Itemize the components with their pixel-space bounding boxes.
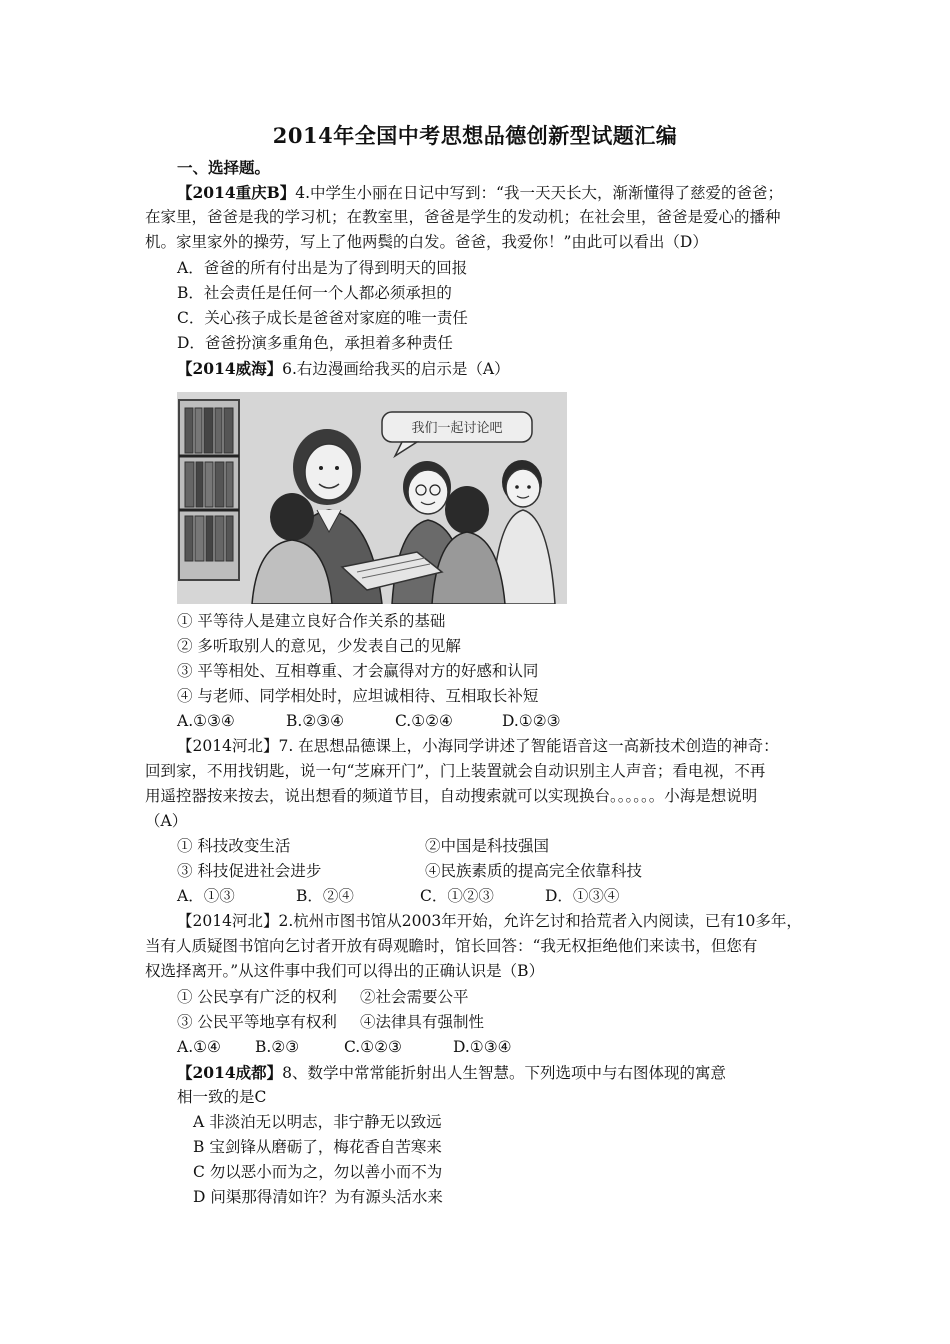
q3-item-2: ②中国是科技强国 — [425, 837, 550, 855]
q3-choice-d: D．①③④ — [545, 887, 620, 905]
q2-choice-d: D.①②③ — [502, 712, 561, 730]
q2-tag: 【2014威海】 — [177, 359, 283, 378]
cartoon-image — [177, 392, 567, 604]
q3-item-4: ④民族素质的提高完全依靠科技 — [425, 862, 643, 880]
q2-stem: 【2014威海】6.右边漫画给我买的启示是（A） — [177, 359, 510, 378]
q1-line-3: 机。家里家外的操劳，写上了他两鬓的白发。爸爸，我爱你！”由此可以看出（D） — [145, 233, 708, 251]
q5-line-1: 【2014成都】8、数学中常常能折射出人生智慧。下列选项中与右图体现的寓意 — [177, 1063, 727, 1082]
q1-option-d: D．爸爸扮演多重角色，承担着多种责任 — [177, 334, 453, 352]
document-title: 2014年全国中考思想品德创新型试题汇编 — [272, 123, 678, 148]
q5-tag: 【2014成都】 — [177, 1063, 283, 1082]
q3-tag: 【2014河北】 — [177, 737, 279, 755]
q2-item-3: ③ 平等相处、互相尊重、才会赢得对方的好感和认同 — [177, 662, 539, 680]
q3-line-3: 用遥控器按来按去，说出想看的频道节目，自动搜索就可以实现换台。。。。。。小海是想说明 — [145, 787, 758, 805]
q4-item-1: ① 公民享有广泛的权利 — [177, 988, 337, 1006]
q4-choice-c: C.①②③ — [344, 1038, 402, 1056]
q1-line-2: 在家里，爸爸是我的学习机；在教室里，爸爸是学生的发动机；在社会里，爸爸是爱心的播种 — [145, 208, 781, 226]
q2-item-4: ④ 与老师、同学相处时，应坦诚相待、互相取长补短 — [177, 687, 539, 705]
q2-choice-c: C.①②④ — [395, 712, 453, 730]
cartoon-bubble-text: 我们一起讨论吧 — [411, 421, 503, 436]
q1-line-1: 【2014重庆B】4.中学生小丽在日记中写到：“我一天天长大，渐渐懂得了慈爱的爸爸； — [177, 183, 783, 202]
q3-line-4: （A） — [145, 812, 188, 830]
q4-line-2: 当有人质疑图书馆向乞讨者开放有碍观瞻时，馆长回答：“我无权拒绝他们来读书，但您有 — [145, 937, 758, 955]
q1-option-b: B．社会责任是任何一个人都必须承担的 — [177, 284, 452, 302]
q5-option-a: A 非淡泊无以明志，非宁静无以致远 — [193, 1113, 442, 1131]
q4-item-3: ③ 公民平等地享有权利 — [177, 1013, 337, 1031]
q5-option-d: D 问渠那得清如许？为有源头活水来 — [193, 1188, 443, 1206]
q3-item-3: ③ 科技促进社会进步 — [177, 862, 322, 880]
q3-choice-a: A．①③ — [177, 887, 235, 905]
q1-tag: 【2014重庆B】 — [177, 183, 296, 202]
q4-choice-d: D.①③④ — [453, 1038, 512, 1056]
q4-choice-b: B.②③ — [255, 1038, 300, 1056]
q2-item-1: ① 平等待人是建立良好合作关系的基础 — [177, 612, 446, 630]
q3-item-1: ① 科技改变生活 — [177, 837, 291, 855]
q3-line-2: 回到家，不用找钥匙，说一句“芝麻开门”，门上装置就会自动识别主人声音；看电视，不再 — [145, 762, 766, 780]
q3-choice-c: C．①②③ — [420, 887, 494, 905]
q1-option-c: C．关心孩子成长是爸爸对家庭的唯一责任 — [177, 309, 468, 327]
q2-choice-b: B.②③④ — [286, 712, 345, 730]
q4-item-4: ④法律具有强制性 — [360, 1013, 485, 1031]
q2-item-2: ② 多听取别人的意见，少发表自己的见解 — [177, 637, 461, 655]
q1-option-a: A．爸爸的所有付出是为了得到明天的回报 — [177, 259, 468, 277]
q5-option-c: C 勿以恶小而为之，勿以善小而不为 — [193, 1163, 443, 1181]
q5-option-b: B 宝剑锋从磨砺了，梅花香自苦寒来 — [193, 1138, 442, 1156]
q5-line-2: 相一致的是C — [177, 1088, 267, 1106]
section-heading: 一、选择题。 — [177, 158, 271, 177]
q3-choice-b: B．②④ — [296, 887, 354, 905]
q4-line-1: 【2014河北】2.杭州市图书馆从2003年开始，允许乞讨和拾荒者入内阅读，已有10多年， — [177, 912, 802, 930]
q4-item-2: ②社会需要公平 — [360, 988, 469, 1006]
cartoon-teacher-students-discussion-icon — [177, 392, 567, 604]
q4-line-3: 权选择离开。”从这件事中我们可以得出的正确认识是（B） — [145, 962, 545, 980]
q4-choice-a: A.①④ — [177, 1038, 221, 1056]
q2-choice-a: A.①③④ — [177, 712, 235, 730]
q4-tag: 【2014河北】 — [177, 912, 279, 930]
q3-line-1: 【2014河北】7. 在思想品德课上，小海同学讲述了智能语音这一高新技术创造的神奇： — [177, 737, 779, 755]
